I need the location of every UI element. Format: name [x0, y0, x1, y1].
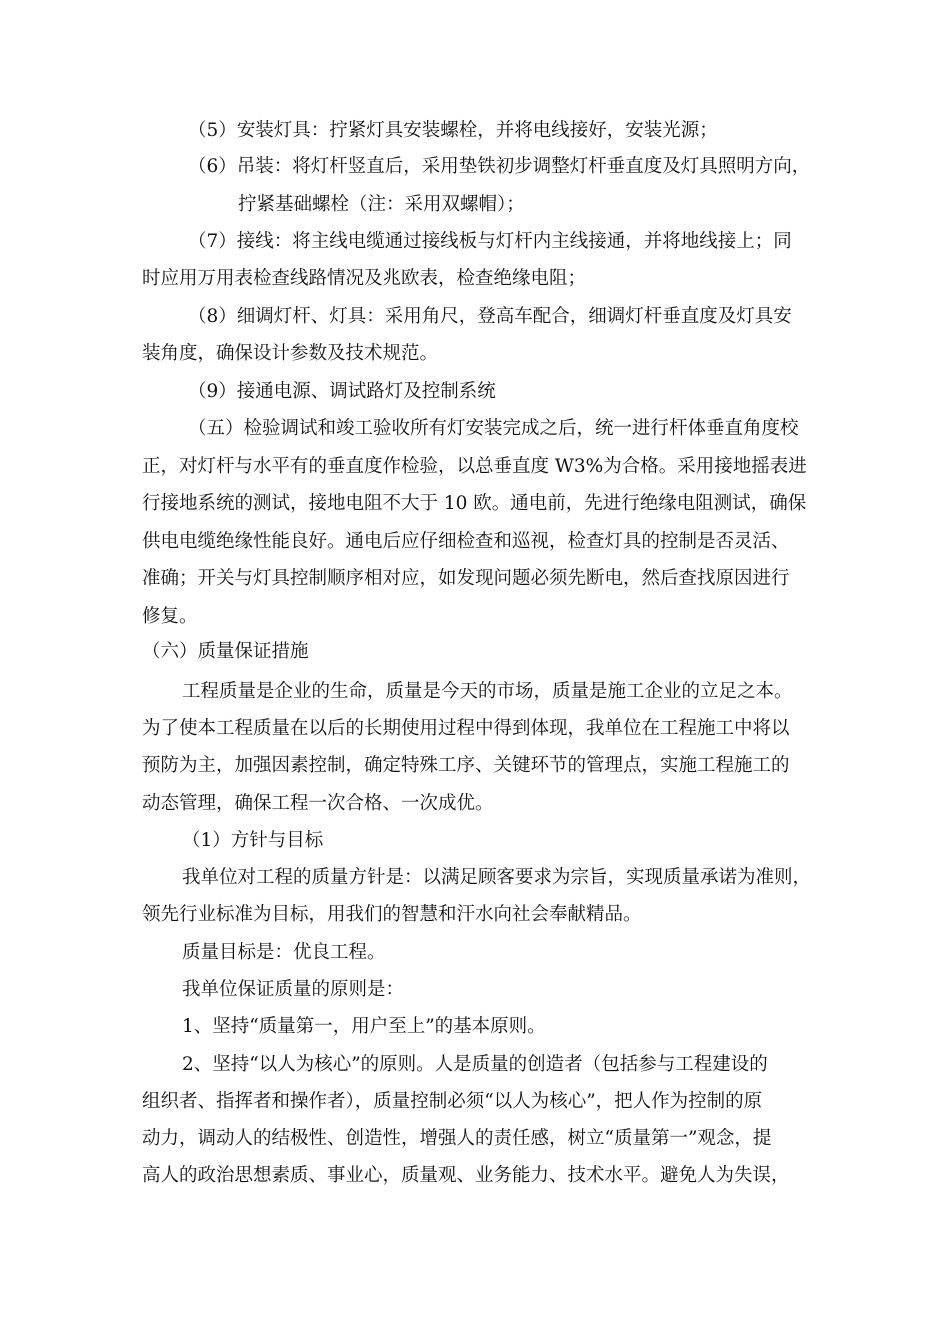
text-line: （9）接通电源、调试路灯及控制系统 — [188, 381, 496, 402]
text-line: 组织者、指挥者和操作者），质量控制必须“以人为核心”，把人作为控制的原 — [142, 1091, 763, 1112]
text-line: 行接地系统的测试，接地电阻不大于 10 欧。通电前，先进行绝缘电阻测试，确保 — [142, 493, 807, 514]
text-line: 正，对灯杆与水平有的垂直度作检验，以总垂直度 W3%为合格。采用接地摇表进 — [142, 456, 807, 477]
text-line: 我单位对工程的质量方针是：以满足顾客要求为宗旨，实现质量承诺为准则， — [182, 867, 812, 888]
text-line: （五）检验调试和竣工验收所有灯安装完成之后，统一进行杆体垂直角度校 — [188, 418, 799, 439]
text-line: 我单位保证质量的原则是： — [182, 979, 405, 1000]
text-line: 预防为主，加强因素控制，确定特殊工序、关键环节的管理点，实施工程施工的 — [142, 755, 790, 776]
text-line: 质量目标是：优良工程。 — [182, 942, 386, 963]
text-line: 拧紧基础螺栓（注：采用双螺帽）； — [238, 194, 525, 215]
subsection-heading: （1）方针与目标 — [182, 830, 324, 851]
text-line: 高人的政治思想素质、事业心，质量观、业务能力、技术水平。避免人为失误， — [142, 1165, 790, 1186]
text-line: 动态管理，确保工程一次合格、一次成优。 — [142, 793, 494, 814]
text-line: （8）细调灯杆、灯具：采用角尺，登高车配合，细调灯杆垂直度及灯具安 — [188, 306, 792, 327]
section-heading: （六）质量保证措施 — [142, 641, 309, 662]
text-line: 准确；开关与灯具控制顺序相对应，如发现问题必须先断电，然后查找原因进行 — [142, 568, 790, 589]
text-line: 领先行业标准为目标，用我们的智慧和汗水向社会奉献精品。 — [142, 904, 642, 925]
text-line: 为了使本工程质量在以后的长期使用过程中得到体现，我单位在工程施工中将以 — [142, 718, 790, 739]
text-line: （7）接线：将主线电缆通过接线板与灯杆内主线接通，并将地线接上；同 — [188, 231, 792, 252]
text-line: （6）吊装：将灯杆竖直后，采用垫铁初步调整灯杆垂直度及灯具照明方向， — [188, 156, 811, 177]
text-line: 动力，调动人的结极性、创造性，增强人的责任感，树立“质量第一”观念，提 — [142, 1128, 772, 1149]
text-line: 时应用万用表检查线路情况及兆欧表，检查绝缘电阻； — [142, 268, 587, 289]
text-line: 装角度，确保设计参数及技术规范。 — [142, 343, 439, 364]
text-line: 修复。 — [142, 606, 198, 627]
text-line: 2、坚持“以人为核心”的原则。人是质量的创造者（包括参与工程建设的 — [182, 1054, 768, 1075]
text-line: （5）安装灯具：拧紧灯具安装螺栓，并将电线接好，安装光源； — [188, 120, 718, 141]
text-line: 工程质量是企业的生命，质量是今天的市场，质量是施工企业的立足之本。 — [182, 681, 793, 702]
text-line: 供电电缆绝缘性能良好。通电后应仔细检查和巡视，检查灯具的控制是否灵活、 — [142, 531, 790, 552]
text-line: 1、坚持“质量第一，用户至上”的基本原则。 — [182, 1016, 546, 1037]
